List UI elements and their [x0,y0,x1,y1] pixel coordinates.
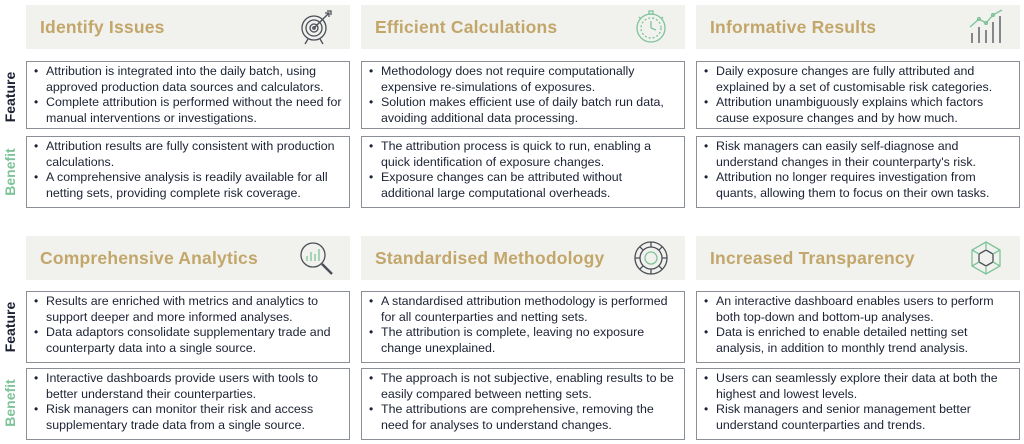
target-icon [296,7,336,47]
feature-item: • The attribution is complete, leaving no exposure change unexplained. [368,325,678,356]
section-increased-transparency-benefit-box [696,368,1020,440]
gear-ring-icon [631,238,671,278]
section-title: Increased Transparency [710,247,915,268]
magnifier-chart-icon [296,238,336,278]
feature-item: • A standardised attribution methodology is performed for all counterparties and netting sets. [368,294,678,325]
benefit-item: • The attributions are comprehensive, removing the need for analyses to understand changes. [368,402,678,433]
feature-label-row-1: Feature [2,71,18,123]
section-comprehensive-analytics-benefit-box [26,368,350,440]
section-informative-results-feature-box [696,61,1020,129]
section-increased-transparency-feature-box [696,291,1020,363]
section-standardised-methodology-benefit-box [361,368,685,440]
feature-item: • Solution makes efficient use of daily batch run data, avoiding additional data processing. [368,95,678,126]
section-identify-issues-header [26,5,350,49]
stopwatch-icon [631,7,671,47]
section-standardised-methodology-feature-box [361,291,685,363]
section-informative-results-header [696,5,1020,49]
section-title: Efficient Calculations [375,16,558,37]
benefit-label-row-2: Benefit [2,379,18,427]
feature-item: • Attribution is integrated into the daily batch, using approved production data sources and calculators. [33,64,343,95]
bar-chart-icon [966,7,1006,47]
benefit-item: • Interactive dashboards provide users with tools to better understand their counterparties. [33,371,343,402]
section-increased-transparency-header [696,236,1020,280]
benefit-item: • Users can seamlessly explore their data at both the highest and lowest levels. [703,371,1013,402]
cube-network-icon [966,238,1006,278]
feature-item: • An interactive dashboard enables users to perform both top-down and bottom-up analyses. [703,294,1013,325]
feature-item: • Data adaptors consolidate supplementary trade and counterparty data into a single source. [33,325,343,356]
feature-label-row-2: Feature [2,301,18,353]
benefit-item: • The attribution process is quick to run, enabling a quick identification of exposure changes. [368,139,678,170]
section-identify-issues-benefit-box [26,136,350,208]
feature-item: • Complete attribution is performed without the need for manual interventions or investigations. [33,95,343,126]
benefit-label-row-1: Benefit [2,148,18,196]
section-identify-issues-feature-box [26,61,350,129]
feature-item: • Attribution unambiguously explains which factors cause exposure changes and by how much. [703,95,1013,126]
section-title: Informative Results [710,16,877,37]
benefit-item: • Risk managers and senior management better understand counterparties and trends. [703,402,1013,433]
feature-item: • Daily exposure changes are fully attributed and explained by a set of customisable risk categories. [703,64,1013,95]
section-title: Standardised Methodology [375,247,605,268]
benefit-item: • Attribution no longer requires investigation from quants, allowing them to focus on their own tasks. [703,170,1013,201]
section-efficient-calculations-benefit-box [361,136,685,208]
section-comprehensive-analytics-feature-box [26,291,350,363]
benefit-item: • The approach is not subjective, enabling results to be easily compared between netting sets. [368,371,678,402]
benefit-item: • A comprehensive analysis is readily available for all netting sets, providing complete risk coverage. [33,170,343,201]
section-title: Identify Issues [40,16,165,37]
feature-item: • Results are enriched with metrics and analytics to support deeper and more informed analyses. [33,294,343,325]
section-comprehensive-analytics-header [26,236,350,280]
feature-item: • Data is enriched to enable detailed netting set analysis, in addition to monthly trend analysis. [703,325,1013,356]
benefit-item: • Risk managers can monitor their risk and access supplementary trade data from a single source. [33,402,343,433]
section-efficient-calculations-feature-box [361,61,685,129]
benefit-item: • Risk managers can easily self-diagnose and understand changes in their counterparty's risk. [703,139,1013,170]
section-standardised-methodology-header [361,236,685,280]
feature-item: • Methodology does not require computationally expensive re-simulations of exposures. [368,64,678,95]
benefit-item: • Attribution results are fully consistent with production calculations. [33,139,343,170]
benefit-item: • Exposure changes can be attributed without additional large computational overheads. [368,170,678,201]
section-title: Comprehensive Analytics [40,247,258,268]
section-informative-results-benefit-box [696,136,1020,208]
section-efficient-calculations-header [361,5,685,49]
